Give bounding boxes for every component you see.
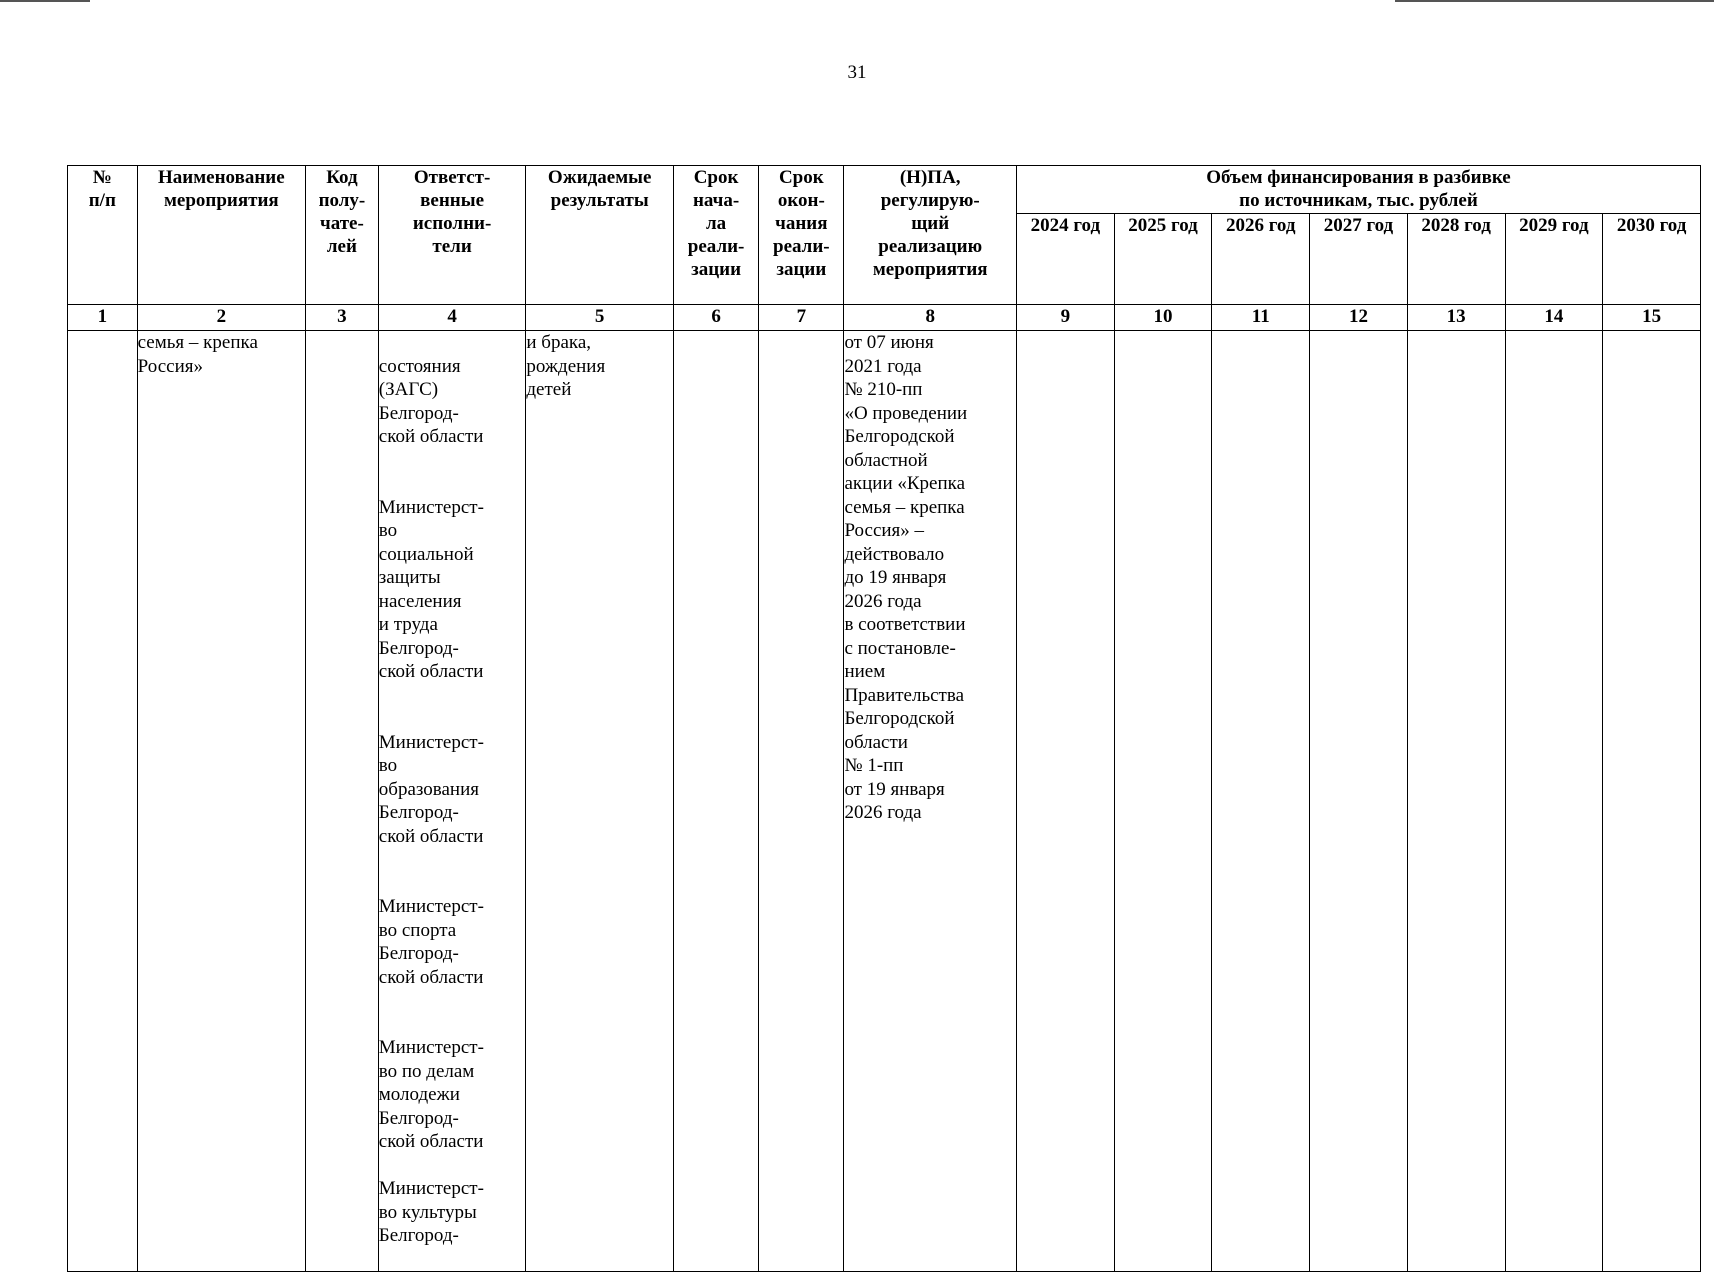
amount-2027-cell: [1310, 331, 1408, 1272]
column-number: 11: [1212, 305, 1310, 331]
header-year-2029: 2029 год: [1505, 214, 1603, 305]
header-number: № п/п: [68, 166, 138, 305]
executors-cell: [378, 331, 526, 1272]
end-date-cell: [759, 331, 844, 1272]
amount-2030-cell: [1603, 331, 1701, 1272]
amount-2028-cell: [1407, 331, 1505, 1272]
npa-cell: от 07 июня 2021 года № 210-пп «О проведении Белгородской областной акции «Крепка семья – крепка Россия» – действовало до 19 января 2026 года в соответствии с постановле- нием Правительства Белгородской области № 1-пп от 19 января 2026 года: [844, 331, 1017, 1272]
header-end-date: Срок окон- чания реали- зации: [759, 166, 844, 305]
header-expected-results: Ожидаемые результаты: [526, 166, 674, 305]
executor-social-protection: Министерст- во социальной защиты населения и труда Белгород- ской области: [378, 496, 484, 682]
header-year-2025: 2025 год: [1114, 214, 1212, 305]
column-number: 8: [844, 305, 1017, 331]
header-executors: Ответст- венные исполни- тели: [378, 166, 526, 305]
column-number: 6: [673, 305, 758, 331]
header-year-2024: 2024 год: [1016, 214, 1114, 305]
header-year-2027: 2027 год: [1310, 214, 1408, 305]
row-number-cell: [68, 331, 138, 1272]
program-activities-table: [67, 165, 1701, 1272]
recipient-code-cell: [306, 331, 379, 1272]
header-activity-name: Наименование мероприятия: [137, 166, 305, 305]
column-number: 14: [1505, 305, 1603, 331]
executor-education: Министерст- во образования Белгород- ской области: [378, 731, 484, 847]
column-number: 9: [1016, 305, 1114, 331]
header-financing: Объем финансирования в разбивке по источникам, тыс. рублей: [1016, 166, 1700, 214]
activity-name-cell: семья – крепка Россия»: [137, 331, 305, 1272]
column-number: 4: [378, 305, 526, 331]
header-start-date: Срок нача- ла реали- зации: [673, 166, 758, 305]
page-number: 31: [847, 62, 867, 83]
column-number: 15: [1603, 305, 1701, 331]
table-row: [68, 331, 1701, 1272]
header-year-2026: 2026 год: [1212, 214, 1310, 305]
column-number: 7: [759, 305, 844, 331]
header-year-2028: 2028 год: [1407, 214, 1505, 305]
header-year-2030: 2030 год: [1603, 214, 1701, 305]
column-number: 12: [1310, 305, 1408, 331]
column-number: 2: [137, 305, 305, 331]
amount-2026-cell: [1212, 331, 1310, 1272]
top-edge-line-left: [0, 0, 90, 2]
executor-youth: Министерст- во по делам молодежи Белгород- ской области: [378, 1037, 484, 1152]
column-number: 5: [526, 305, 674, 331]
top-edge-line-right: [1395, 0, 1714, 2]
column-number: 1: [68, 305, 138, 331]
header-row-1: [68, 166, 1701, 214]
amount-2025-cell: [1114, 331, 1212, 1272]
amount-2029-cell: [1505, 331, 1603, 1272]
header-recipient-code: Код полу- чате- лей: [306, 166, 379, 305]
header-npa: (Н)ПА, регулирую- щий реализацию мероприятия: [844, 166, 1017, 305]
column-number: 3: [306, 305, 379, 331]
executor-sport: Министерст- во спорта Белгород- ской области: [378, 896, 484, 988]
expected-results-cell: и брака, рождения детей: [526, 331, 674, 1272]
amount-2024-cell: [1016, 331, 1114, 1272]
executor-registry-office: состояния (ЗАГС) Белгород- ской области: [378, 355, 484, 447]
executor-culture: Министерст- во культуры Белгород-: [378, 1178, 484, 1246]
column-number: 13: [1407, 305, 1505, 331]
column-number-row: [68, 305, 1701, 331]
column-number: 10: [1114, 305, 1212, 331]
start-date-cell: [673, 331, 758, 1272]
